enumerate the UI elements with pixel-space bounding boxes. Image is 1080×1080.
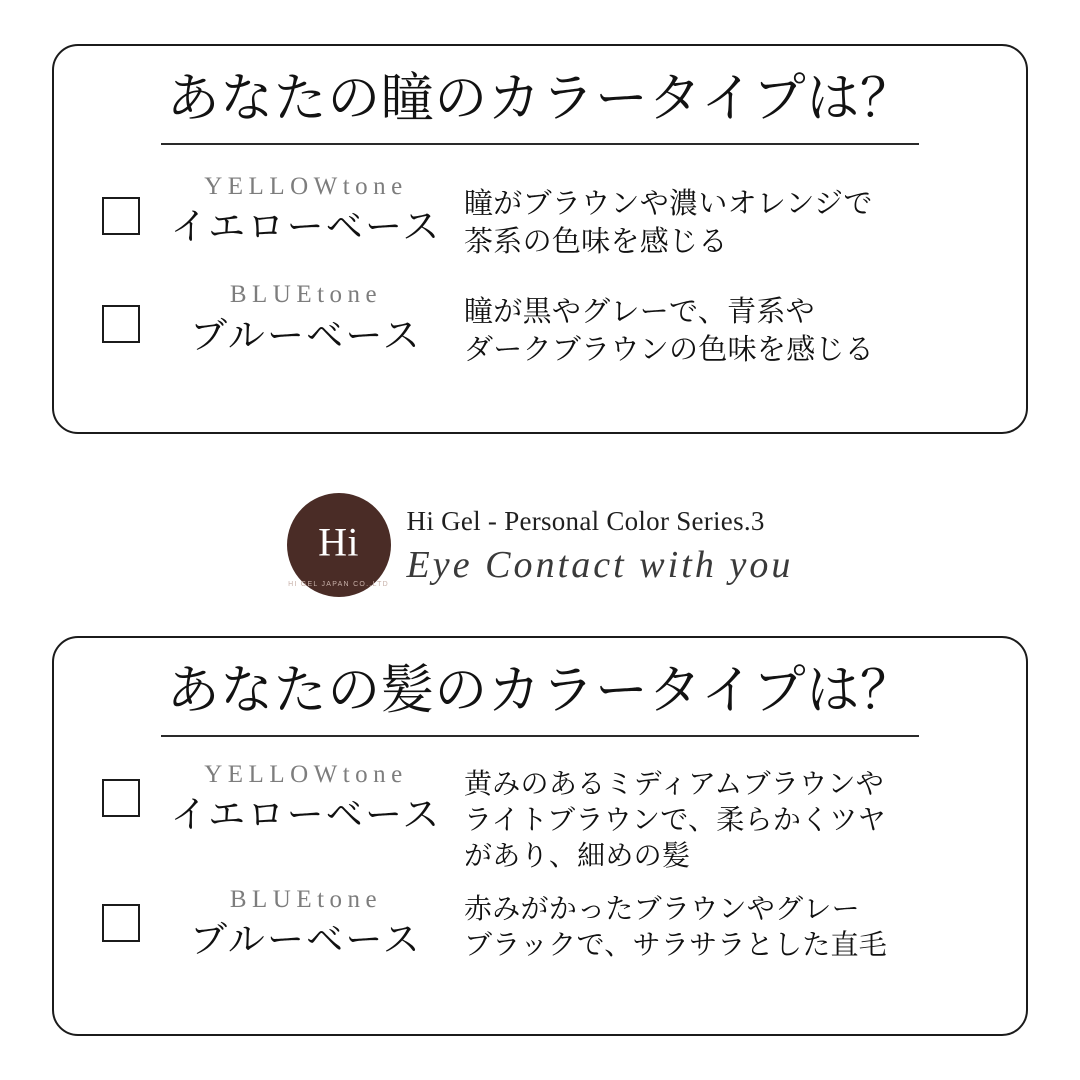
option-row[interactable] — [102, 884, 986, 965]
description-line: 瞳がブラウンや濃いオレンジで — [464, 187, 873, 220]
description-line: ダークブラウンの色味を感じる — [464, 334, 875, 367]
tone-description — [464, 279, 986, 370]
checkbox-eye-blue[interactable] — [102, 305, 140, 343]
eye-color-card — [52, 44, 1028, 434]
brand-text — [407, 504, 794, 587]
tone-description — [464, 171, 986, 262]
tone-block — [156, 279, 464, 360]
tone-label-en: BLUEtone — [229, 885, 383, 913]
brand-headline: Hi Gel - Personal Color Series.3 — [406, 505, 765, 536]
tone-label-jp: イエローベース — [170, 795, 442, 837]
brand-inner — [287, 493, 794, 597]
tone-label-jp: ブルーベース — [190, 920, 422, 962]
hair-color-card — [52, 636, 1028, 1036]
description-line: ブラックで、サラサラとした直毛 — [464, 930, 888, 962]
brand-tagline: Eye Contact with you — [406, 543, 794, 586]
description-line: があり、細めの髪 — [464, 841, 691, 873]
tone-label-en: YELLOWtone — [204, 760, 408, 788]
hair-card-title-wrap — [54, 638, 1026, 737]
option-row[interactable] — [102, 279, 986, 370]
eye-card-title: あなたの瞳のカラータイプは？ — [161, 68, 920, 145]
hair-card-title: あなたの髪のカラータイプは？ — [161, 660, 920, 737]
tone-block — [156, 884, 464, 965]
description-line: 瞳が黒やグレーで、青系や — [464, 296, 815, 329]
tone-block — [156, 171, 464, 252]
description-line: ライトブラウンで、柔らかくツヤ — [464, 804, 886, 836]
checkbox-hair-blue[interactable] — [102, 904, 140, 942]
tone-block — [156, 759, 464, 840]
tone-label-en: BLUEtone — [229, 281, 383, 309]
brand-logo-icon — [287, 493, 391, 597]
description-line: 茶系の色味を感じる — [464, 225, 728, 258]
checkbox-hair-yellow[interactable] — [102, 779, 140, 817]
tone-label-jp: ブルーベース — [190, 315, 422, 357]
brand-block — [0, 470, 1080, 620]
tone-label-en: YELLOWtone — [204, 172, 408, 200]
brand-logo-text: Hi — [318, 519, 359, 565]
checkbox-eye-yellow[interactable] — [102, 197, 140, 235]
eye-card-title-wrap — [54, 46, 1026, 145]
hair-card-options — [54, 759, 1026, 965]
tone-description — [464, 884, 986, 965]
tone-label-jp: イエローベース — [170, 207, 442, 249]
description-line: 赤みがかったブラウンやグレー — [464, 893, 860, 925]
eye-card-options — [54, 171, 1026, 370]
brand-logo-ring-text: HI GEL JAPAN CO.,LTD — [288, 581, 389, 588]
description-line: 黄みのあるミディアムブラウンや — [464, 768, 885, 800]
option-row[interactable] — [102, 759, 986, 876]
option-row[interactable] — [102, 171, 986, 262]
tone-description — [464, 759, 986, 876]
